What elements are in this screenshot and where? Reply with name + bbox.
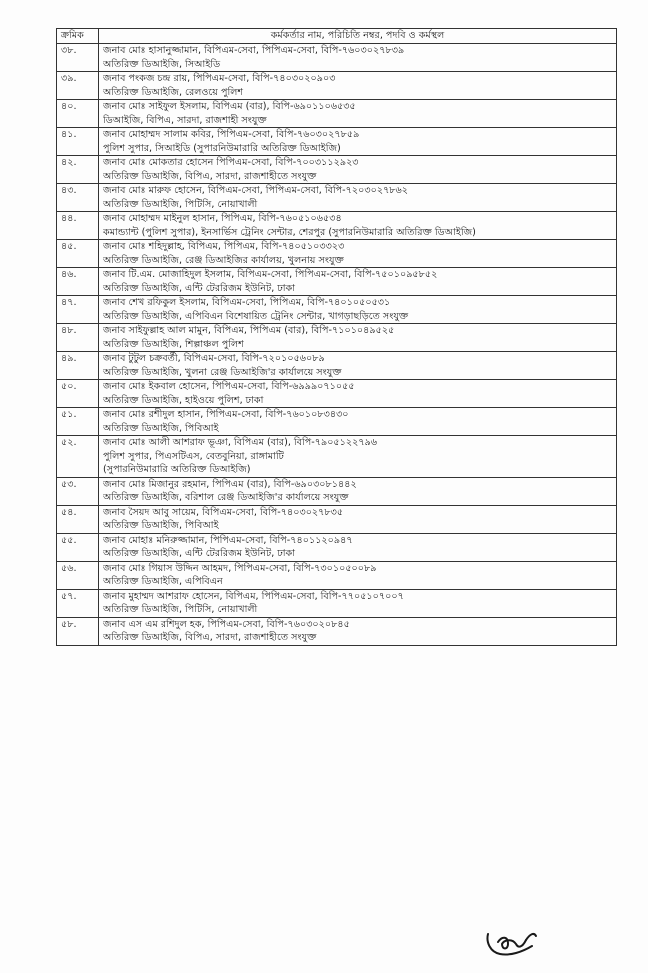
serial-number: ৪৩. [57, 184, 99, 212]
officer-details [99, 561, 617, 589]
serial-number: ৪৬. [57, 268, 99, 296]
officer-posting-line: অতিরিক্ত ডিআইজি, এন্টি টেররিজম ইউনিট, ঢাকা [103, 282, 296, 294]
table-row [57, 268, 617, 296]
table-row [57, 352, 617, 380]
serial-number: ৫৬. [57, 561, 99, 589]
officer-posting-line: অতিরিক্ত ডিআইজি, বিপিএ, সারদা, রাজশাহীতে সংযুক্ত [103, 170, 317, 182]
officer-details [99, 100, 617, 128]
officer-posting-line: অতিরিক্ত ডিআইজি, পিবিআই [103, 422, 219, 434]
officer-posting-line: পুলিশ সুপার, সিআইডি (সুপারনিউমারারি অতিরিক্ত ডিআইজি) [103, 142, 341, 154]
officer-name-line: জনাব মোঃ মোকতার হোসেন পিপিএম-সেবা, বিপি-৭০০৩১১২৯২৩ [103, 157, 359, 168]
officer-name-line: জনাব মোহাম্মদ সালাম কবির, পিপিএম-সেবা, বিপি-৭৬০৩০২৭৮৫৯ [103, 129, 360, 140]
officer-details [99, 212, 617, 240]
officer-name-line: জনাব মোঃ শহিদুল্লাহ, বিপিএম, পিপিএম, বিপি-৭৪০৫১০৩৩২৩ [103, 241, 345, 252]
table-row [57, 72, 617, 100]
handwritten-signature [482, 920, 544, 964]
officer-name-line: জনাব মোঃ রশীদুল হাসান, পিপিএম-সেবা, বিপি-৭৬০১০৮৩৪৩০ [103, 409, 349, 420]
table-row [57, 240, 617, 268]
officer-name-line: জনাব মোঃ মারুফ হোসেন, বিপিএম-সেবা, পিপিএম-সেবা, বিপি-৭২০৩০২৭৮৬২ [103, 185, 409, 196]
table-row [57, 589, 617, 617]
officer-posting-line: ডিআইজি, বিপিএ, সারদা, রাজশাহী সংযুক্ত [103, 114, 267, 126]
officer-posting-line: অতিরিক্ত ডিআইজি, বরিশাল রেঞ্জ ডিআইজি'র কার্যালয়ে সংযুক্ত [103, 492, 349, 503]
officer-details [99, 72, 617, 100]
officer-details [99, 436, 617, 478]
officer-name-line: জনাব মোঃ গিয়াস উদ্দিন আহমদ, পিপিএম-সেবা, বিপি-৭৩০১০৫০০৮৯ [103, 562, 377, 574]
officer-details [99, 268, 617, 296]
officer-name-line: জনাব শেখ রফিকুল ইসলাম, বিপিএম-সেবা, পিপিএম, বিপি-৭৪০১০৫০৫৩১ [103, 297, 391, 308]
serial-number: ৪১. [57, 128, 99, 156]
officer-details [99, 589, 617, 617]
serial-number: ৫০. [57, 380, 99, 408]
serial-number: ৪৫. [57, 240, 99, 268]
details-column-header: কর্মকর্তার নাম, পরিচিতি নম্বর, পদবি ও কর্মস্থল [99, 29, 617, 44]
officer-details [99, 533, 617, 561]
serial-column-header: ক্রমিক [57, 29, 99, 44]
serial-number: ৫৮. [57, 617, 99, 645]
officer-details [99, 240, 617, 268]
serial-number: ৫৭. [57, 589, 99, 617]
table-row [57, 617, 617, 645]
serial-number: ৫৫. [57, 533, 99, 561]
officer-name-line: জনাব পংকজ চন্দ্র রায়, পিপিএম-সেবা, বিপি-৭৪০৩০২০৯০৩ [103, 73, 336, 84]
officer-posting-line: (সুপারনিউমারারি অতিরিক্ত ডিআইজি) [103, 464, 251, 475]
officer-name-line: জনাব মোহাঃ মনিরুজ্জামান, পিপিএম-সেবা, বিপি-৭৪০১১২০৯৪৭ [103, 534, 353, 546]
officer-details [99, 324, 617, 352]
serial-number: ৪৭. [57, 296, 99, 324]
serial-number: ৫২. [57, 436, 99, 478]
officer-details [99, 44, 617, 72]
officer-details [99, 408, 617, 436]
table-row [57, 212, 617, 240]
table-row [57, 561, 617, 589]
officer-roster-table [56, 28, 617, 646]
officer-posting-line: অতিরিক্ত ডিআইজি, শিল্পাঞ্চল পুলিশ [103, 338, 244, 350]
officer-details [99, 156, 617, 184]
serial-number: ৪২. [57, 156, 99, 184]
table-row [57, 324, 617, 352]
serial-number: ৫১. [57, 408, 99, 436]
officer-posting-line: অতিরিক্ত ডিআইজি, পিটিসি, নোয়াখালী [103, 604, 258, 615]
serial-number: ৪০. [57, 100, 99, 128]
table-row [57, 505, 617, 533]
officer-details [99, 296, 617, 324]
officer-name-line: জনাব মোহাম্মদ মাইনুল হাসান, পিপিএম, বিপি-৭৬০৫১০৬৫৩৪ [103, 213, 342, 224]
officer-details [99, 477, 617, 505]
table-row [57, 408, 617, 436]
officer-details [99, 617, 617, 645]
table-row [57, 184, 617, 212]
officer-details [99, 352, 617, 380]
serial-number: ৫৩. [57, 477, 99, 505]
officer-posting-line: অতিরিক্ত ডিআইজি, এন্টি টেররিজম ইউনিট, ঢাকা [103, 548, 296, 559]
officer-name-line: জনাব টুটুল চক্রবর্তী, বিপিএম-সেবা, বিপি-৭২০১০৫৬০৮৯ [103, 353, 325, 364]
table-row [57, 533, 617, 561]
officer-posting-line: অতিরিক্ত ডিআইজি, হাইওয়ে পুলিশ, ঢাকা [103, 394, 264, 406]
serial-number: ৪৪. [57, 212, 99, 240]
officer-name-line: জনাব মোঃ মিজানুর রহমান, পিপিএম (বার), বিপি-৬৯০৩০৮১৪৪২ [103, 478, 357, 490]
table-row [57, 436, 617, 478]
officer-details [99, 184, 617, 212]
officer-name-line: জনাব মুহাম্মদ আশরাফ হোসেন, বিপিএম, পিপিএম-সেবা, বিপি-৭৭০৫১০৭০০৭ [103, 590, 404, 602]
serial-number: ৪৯. [57, 352, 99, 380]
officer-name-line: জনাব মোঃ হাসানুজ্জামান, বিপিএম-সেবা, পিপিএম-সেবা, বিপি-৭৬০৩০২৭৮৩৯ [103, 45, 405, 56]
table-row [57, 100, 617, 128]
table-row [57, 296, 617, 324]
officer-posting-line: অতিরিক্ত ডিআইজি, পিবিআই [103, 520, 219, 531]
table-row [57, 156, 617, 184]
officer-name-line: জনাব মোঃ ইকবাল হোসেন, পিপিএম-সেবা, বিপি-৬৯৯৯০৭১০৫৫ [103, 381, 355, 392]
officer-posting-line: অতিরিক্ত ডিআইজি, রেঞ্জ ডিআইজির কার্যালয়, খুলনায় সংযুক্ত [103, 254, 344, 266]
officer-posting-line: অতিরিক্ত ডিআইজি, রেলওয়ে পুলিশ [103, 86, 244, 98]
table-header-row [57, 29, 617, 44]
officer-posting-line: অতিরিক্ত ডিআইজি, বিপিএ, সারদা, রাজশাহীতে সংযুক্ত [103, 632, 317, 643]
officer-details [99, 128, 617, 156]
officer-posting-line: অতিরিক্ত ডিআইজি, এপিবিএন [103, 576, 223, 587]
officer-posting-line: অতিরিক্ত ডিআইজি, খুলনা রেঞ্জ ডিআইজি'র কার্যালয়ে সংযুক্ত [103, 366, 342, 378]
officer-posting-line: কমান্ড্যান্ট (পুলিশ সুপার), ইনসার্ভিস ট্রেনিং সেন্টার, শেরপুর (সুপারনিউমারারি অতিরিক্ত ডিআইজি) [103, 226, 476, 238]
officer-name-line: জনাব মোঃ আলী আশরাফ ভূঞা, বিপিএম (বার), বিপি-৭৯০৫১২২৭৯৬ [103, 437, 378, 448]
officer-name-line: জনাব এস এম রশিদুল হক, পিপিএম-সেবা, বিপি-৭৬০৩০২০৮৪৫ [103, 618, 350, 630]
serial-number: ৫৪. [57, 505, 99, 533]
table-row [57, 477, 617, 505]
table-row [57, 44, 617, 72]
table-row [57, 380, 617, 408]
roster-body [57, 44, 617, 646]
officer-name-line: জনাব মোঃ সাইফুল ইসলাম, বিপিএম (বার), বিপি-৬৯০১১০৬৫৩৫ [103, 101, 356, 112]
officer-name-line: জনাব সৈয়দ আবু সায়েম, বিপিএম-সেবা, বিপি-৭৪০৩০২৭৮৩৫ [103, 506, 344, 518]
officer-posting-line: পুলিশ সুপার, পিএসটিএস, বেতবুনিয়া, রাঙ্গামাটি [103, 450, 284, 462]
serial-number: ৩৮. [57, 44, 99, 72]
officer-posting-line: অতিরিক্ত ডিআইজি, পিটিসি, নোয়াখালী [103, 198, 258, 210]
officer-posting-line: অতিরিক্ত ডিআইজি, সিআইডি [103, 58, 221, 70]
serial-number: ৩৯. [57, 72, 99, 100]
officer-details [99, 505, 617, 533]
serial-number: ৪৮. [57, 324, 99, 352]
table-row [57, 128, 617, 156]
officer-name-line: জনাব সাইফুল্লাহ আল মামুন, বিপিএম, পিপিএম (বার), বিপি-৭১০১০৪৯৫২৫ [103, 325, 395, 336]
officer-posting-line: অতিরিক্ত ডিআইজি, এপিবিএন বিশেষায়িত ট্রেনিং সেন্টার, খাগড়াছড়িতে সংযুক্ত [103, 310, 409, 322]
officer-details [99, 380, 617, 408]
officer-name-line: জনাব টি.এম. মোজাহিদুল ইসলাম, বিপিএম-সেবা, পিপিএম-সেবা, বিপি-৭৫০১০৯৫৮৫২ [103, 269, 438, 280]
